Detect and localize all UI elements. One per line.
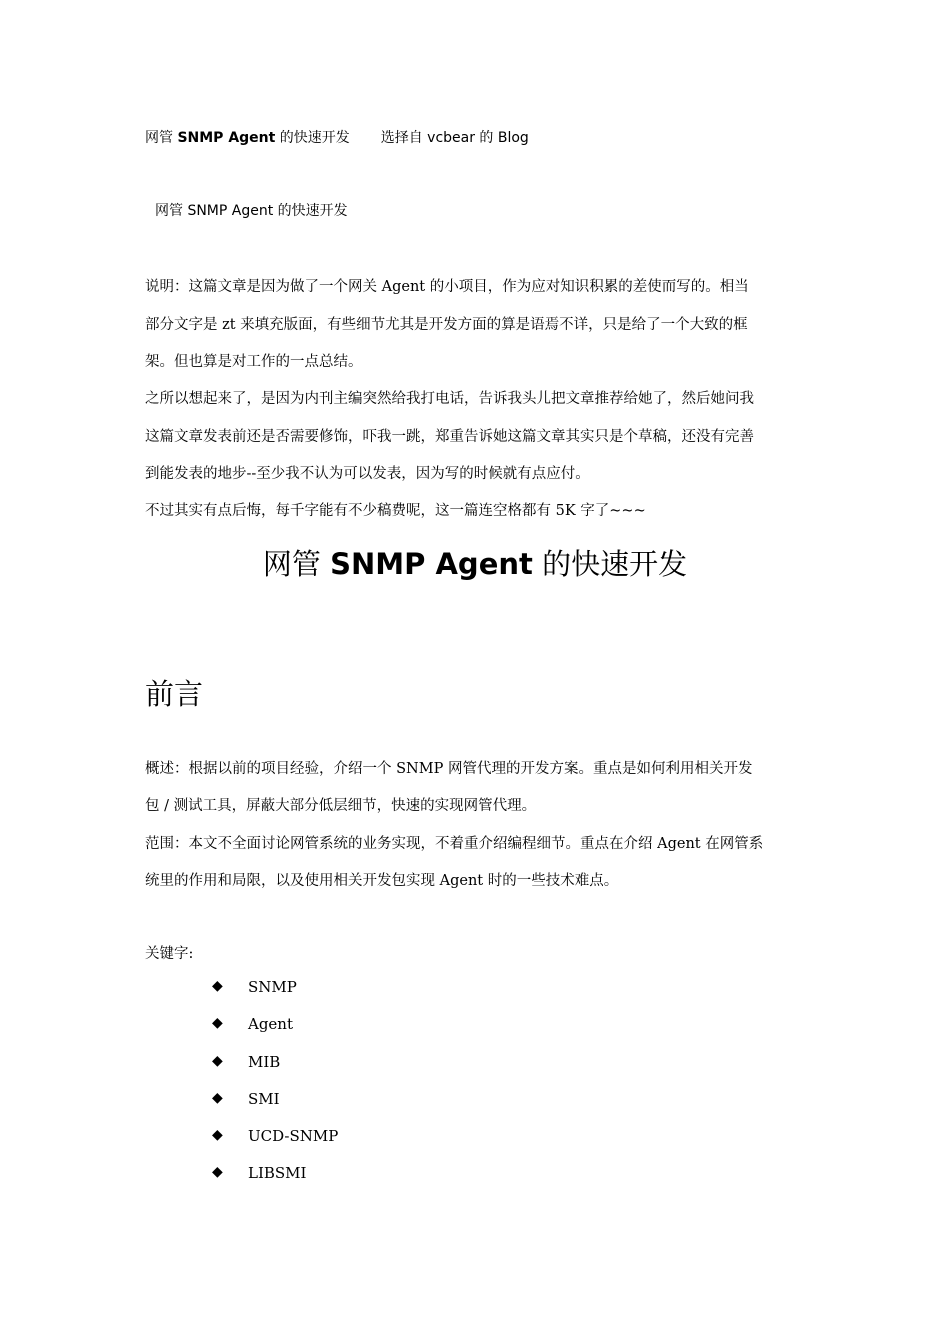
diamond-bullet-icon: ◆ [212,1015,223,1031]
subtitle: 网管 SNMP Agent 的快速开发 [155,203,348,219]
header-title-bold: SNMP Agent [177,130,276,146]
header-title-prefix: 网管 [145,130,178,146]
main-title-prefix: 网管 [262,547,331,581]
preface-heading: 前言 [145,677,204,711]
main-title-suffix: 的快速开发 [532,547,688,581]
notes-line: 不过其实有点后悔，每千字能有不少稿费呢，这一篇连空格都有 5K 字了~~~ [145,503,646,519]
keyword-text: SMI [248,1090,280,1108]
notes-paragraph [145,275,810,525]
main-title-bold: SNMP Agent [330,547,533,581]
notes-line: 这篇文章发表前还是否需要修饰，吓我一跳，郑重告诉她这篇文章其实只是个草稿，还没有完善 [145,429,754,445]
header-line [145,127,529,147]
preface-line: 概述：根据以前的项目经验，介绍一个 SNMP 网管代理的开发方案。重点是如何利用相关开发 [145,761,753,777]
keywords-label: 关键字: [145,946,194,962]
diamond-bullet-icon: ◆ [212,1164,223,1180]
main-title [0,542,950,583]
notes-line: 说明：这篇文章是因为做了一个网关 Agent 的小项目，作为应对知识积累的差使而写的。相当 [145,279,749,295]
header-source: 选择自 vcbear 的 Blog [380,130,529,146]
keyword-text: SNMP [248,978,297,996]
notes-line: 之所以想起来了，是因为内刊主编突然给我打电话，告诉我头儿把文章推荐给她了，然后她问我 [145,391,754,407]
keyword-text: UCD-SNMP [248,1127,339,1145]
diamond-bullet-icon: ◆ [212,1127,223,1143]
header-title-suffix: 的快速开发 [275,130,350,146]
preface-paragraph [145,757,810,897]
preface-line: 包 / 测试工具，屏蔽大部分低层细节，快速的实现网管代理。 [145,798,537,814]
preface-line: 范围：本文不全面讨论网管系统的业务实现，不着重介绍编程细节。重点在介绍 Agent 在网管系 [145,836,764,852]
diamond-bullet-icon: ◆ [212,1090,223,1106]
keywords-list [0,978,950,1198]
notes-line: 到能发表的地步--至少我不认为可以发表，因为写的时候就有点应付。 [145,466,590,482]
keyword-text: Agent [248,1015,293,1033]
keyword-text: LIBSMI [248,1164,307,1182]
notes-line: 架。但也算是对工作的一点总结。 [145,354,363,370]
keyword-text: MIB [248,1053,281,1071]
diamond-bullet-icon: ◆ [212,978,223,994]
preface-line: 统里的作用和局限，以及使用相关开发包实现 Agent 时的一些技术难点。 [145,873,619,889]
diamond-bullet-icon: ◆ [212,1053,223,1069]
notes-line: 部分文字是 zt 来填充版面，有些细节尤其是开发方面的算是语焉不详，只是给了一个大致的框 [145,317,748,333]
